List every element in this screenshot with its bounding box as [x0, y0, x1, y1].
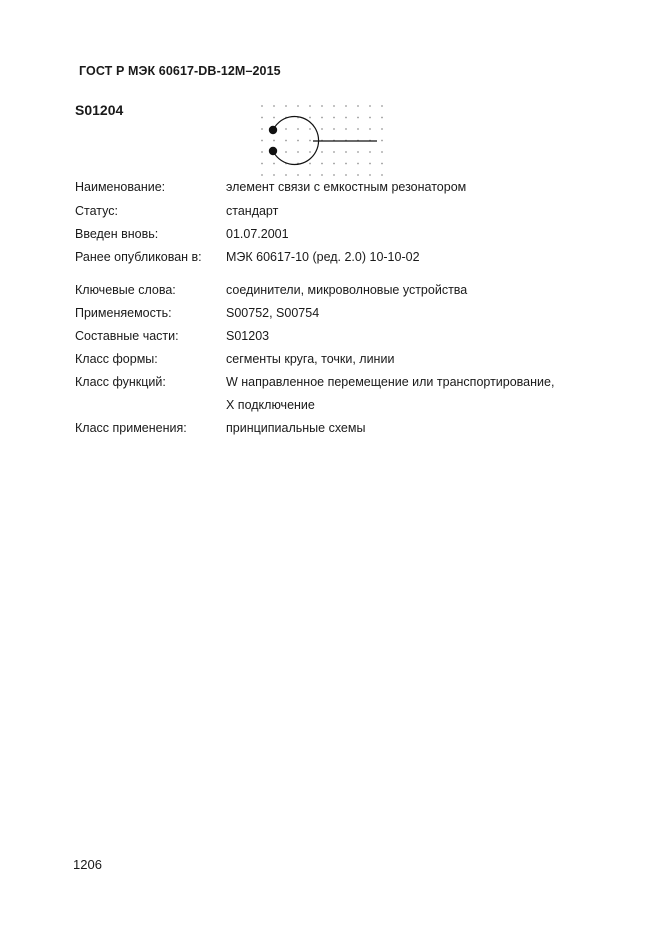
field-value: X подключение	[226, 398, 315, 412]
field-label: Ранее опубликован в:	[75, 250, 202, 264]
grid-dot	[369, 174, 371, 176]
field-label: Класс применения:	[75, 421, 187, 435]
grid-dot	[321, 174, 323, 176]
grid-dot	[333, 151, 335, 153]
field-value: МЭК 60617-10 (ред. 2.0) 10-10-02	[226, 250, 420, 264]
grid-dot	[297, 174, 299, 176]
field-label: Ключевые слова:	[75, 283, 176, 297]
grid-dot	[297, 151, 299, 153]
grid-dot	[369, 105, 371, 107]
field-label: Применяемость:	[75, 306, 172, 320]
grid-dot	[345, 117, 347, 119]
field-label: Введен вновь:	[75, 227, 159, 241]
field-value: 01.07.2001	[226, 227, 289, 241]
grid-dot	[381, 174, 383, 176]
field-value: принципиальные схемы	[226, 421, 366, 435]
field-value: сегменты круга, точки, линии	[226, 352, 395, 366]
grid-dot	[261, 128, 263, 130]
grid-dot	[333, 117, 335, 119]
grid-dot	[261, 140, 263, 142]
grid-dot	[345, 105, 347, 107]
grid-dot	[369, 128, 371, 130]
grid-dot	[309, 128, 311, 130]
grid-dot	[357, 163, 359, 165]
field-value: S01203	[226, 329, 270, 343]
field-value: W направленное перемещение или транспортирование,	[226, 375, 555, 389]
field-label: Класс функций:	[75, 375, 166, 389]
grid-dot	[321, 128, 323, 130]
field-value: S00752, S00754	[226, 306, 320, 320]
grid-dot	[321, 163, 323, 165]
grid-dot	[321, 117, 323, 119]
grid-dot	[285, 128, 287, 130]
grid-dot	[369, 151, 371, 153]
document-header: ГОСТ Р МЭК 60617-DB-12M–2015	[79, 64, 281, 78]
grid-dot	[381, 105, 383, 107]
grid-dot	[381, 163, 383, 165]
grid-dot	[345, 128, 347, 130]
grid-dot	[345, 174, 347, 176]
grid-dot	[321, 105, 323, 107]
grid-dot	[261, 105, 263, 107]
field-value: стандарт	[226, 204, 279, 218]
grid-dot	[381, 117, 383, 119]
grid-dot	[309, 163, 311, 165]
grid-dot	[273, 163, 275, 165]
grid-dot	[309, 151, 311, 153]
grid-dot	[333, 105, 335, 107]
grid-dot	[333, 163, 335, 165]
grid-dot	[261, 151, 263, 153]
grid-dot	[309, 140, 311, 142]
grid-dot	[261, 174, 263, 176]
grid-dot	[357, 174, 359, 176]
grid-dot	[357, 128, 359, 130]
field-label: Составные части:	[75, 329, 179, 343]
field-label: Статус:	[75, 204, 118, 218]
connection-dot-bottom	[269, 147, 277, 155]
grid-dot	[273, 140, 275, 142]
grid-dot	[285, 105, 287, 107]
resonator-symbol-figure	[256, 100, 396, 180]
grid-dot	[381, 151, 383, 153]
grid-dot	[285, 140, 287, 142]
grid-dot	[297, 105, 299, 107]
connection-dot-top	[269, 126, 277, 134]
grid-dot	[381, 140, 383, 142]
symbol-id: S01204	[75, 102, 124, 118]
grid-dot	[345, 163, 347, 165]
field-label: Класс формы:	[75, 352, 158, 366]
grid-dot	[273, 174, 275, 176]
grid-dot	[333, 128, 335, 130]
field-label: Наименование:	[75, 180, 166, 194]
grid-dot	[297, 128, 299, 130]
circle-segment	[273, 117, 319, 165]
grid-dot	[285, 151, 287, 153]
page-number: 1206	[73, 857, 102, 872]
grid-dot	[357, 105, 359, 107]
field-value: элемент связи с емкостным резонатором	[226, 180, 467, 194]
grid-dot	[381, 128, 383, 130]
grid-dot	[321, 151, 323, 153]
grid-dot	[309, 174, 311, 176]
grid-dot	[369, 163, 371, 165]
grid-dot	[345, 151, 347, 153]
grid-dot	[261, 163, 263, 165]
grid-dot	[261, 117, 263, 119]
grid-dot	[309, 105, 311, 107]
grid-dot	[369, 117, 371, 119]
grid-dot	[273, 117, 275, 119]
grid-dot	[357, 151, 359, 153]
grid-dot	[273, 105, 275, 107]
grid-dot	[285, 174, 287, 176]
grid-dot	[357, 117, 359, 119]
field-value: соединители, микроволновые устройства	[226, 283, 468, 297]
grid-dot	[309, 117, 311, 119]
grid-dot	[333, 174, 335, 176]
grid-dot	[297, 140, 299, 142]
